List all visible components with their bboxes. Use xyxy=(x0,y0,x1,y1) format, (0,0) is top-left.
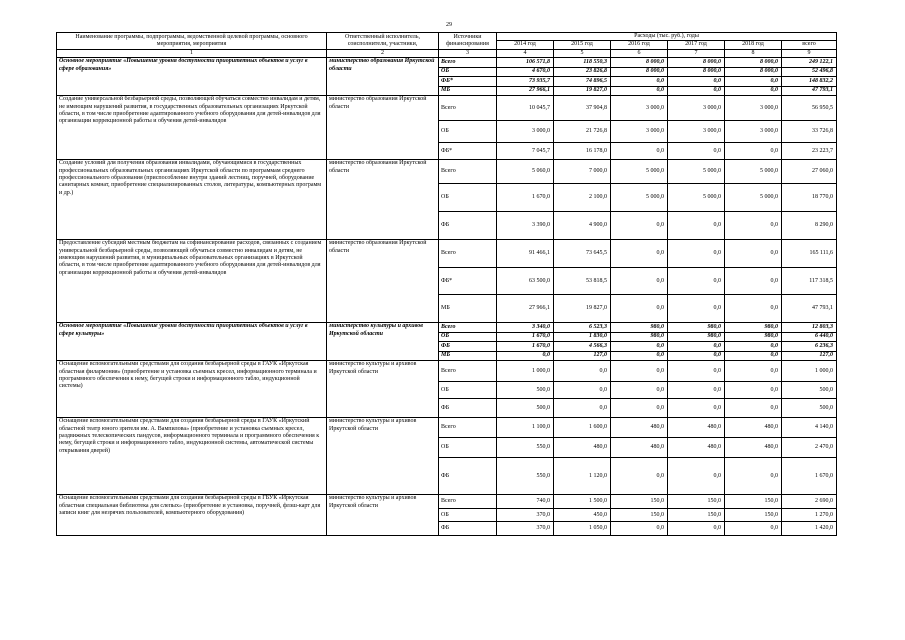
year-value: 0,0 xyxy=(668,382,725,399)
header-year: 2014 год xyxy=(497,41,554,49)
year-value: 8 000,0 xyxy=(725,67,782,77)
year-value: 1 670,0 xyxy=(497,342,554,352)
funding-source: Всего xyxy=(439,495,497,509)
year-value: 150,0 xyxy=(725,509,782,522)
funding-source: ОБ xyxy=(439,67,497,77)
year-value: 0,0 xyxy=(611,342,668,352)
total-value: 52 496,8 xyxy=(782,67,837,77)
activity-name: Создание универсальной безбарьерной среды, позволяющей обучаться совместно инвалидам и детям, не имеющим нарушений развития, в государственных образовательных организациях Иркутской области, в том числе приобретение адаптированного учебного оборудования для детей-инвалидов для организации коррекционной работы и обучения детей-инвалидов xyxy=(57,96,327,160)
funding-source: ФБ* xyxy=(439,77,497,87)
funding-source: Всего xyxy=(439,361,497,382)
year-value: 8 000,0 xyxy=(668,58,725,68)
total-value: 1 270,0 xyxy=(782,509,837,522)
year-value: 37 904,8 xyxy=(554,96,611,121)
year-value: 27 966,1 xyxy=(497,295,554,323)
funding-source: ОБ xyxy=(439,184,497,212)
year-value: 4 900,0 xyxy=(554,212,611,240)
year-value: 1 000,0 xyxy=(497,361,554,382)
year-value: 1 670,0 xyxy=(497,184,554,212)
total-value: 33 726,8 xyxy=(782,121,837,143)
year-value: 980,0 xyxy=(611,323,668,333)
year-value: 0,0 xyxy=(611,240,668,268)
total-value: 12 803,3 xyxy=(782,323,837,333)
year-value: 480,0 xyxy=(668,418,725,438)
year-value: 106 571,8 xyxy=(497,58,554,68)
funding-source: ФБ xyxy=(439,522,497,536)
year-value: 0,0 xyxy=(668,522,725,536)
page-number: 29 xyxy=(446,22,452,28)
table-row xyxy=(57,361,837,382)
funding-source: Всего xyxy=(439,58,497,68)
activity-name: Оснащение вспомогательными средствами для создания безбарьерной среды в ГАУК «Иркутский областной театр юного зрителя им. А. Вампилова» (приобретение и установка съемных кресел, раздвижных телескопических пандусов, информационного терминала и программного обеспечения к нему, бегущей строки и информационного табло, индукционной системы, автоматической системы открывания дверей) xyxy=(57,418,327,495)
year-value: 980,0 xyxy=(668,332,725,342)
column-index: 5 xyxy=(554,49,611,57)
year-value: 8 000,0 xyxy=(611,58,668,68)
column-index: 9 xyxy=(782,49,837,57)
total-value: 2 470,0 xyxy=(782,438,837,458)
total-value: 249 122,1 xyxy=(782,58,837,68)
year-value: 5 000,0 xyxy=(725,184,782,212)
year-value: 1 120,0 xyxy=(554,458,611,495)
year-value: 91 466,1 xyxy=(497,240,554,268)
funding-source: Всего xyxy=(439,96,497,121)
table-row xyxy=(57,323,837,333)
activity-name: Оснащение вспомогательными средствами для создания безбарьерной среды в ГБУК «Иркутская областная специальная библиотека для слепых» (приобретение и установка, поручней, флэш-карт для записи книг для незрячих пользователей, компьютерного оборудования) xyxy=(57,495,327,536)
funding-source: ФБ xyxy=(439,212,497,240)
year-value: 0,0 xyxy=(668,342,725,352)
year-value: 3 000,0 xyxy=(668,121,725,143)
year-value: 8 000,0 xyxy=(668,67,725,77)
year-value: 0,0 xyxy=(611,295,668,323)
year-value: 0,0 xyxy=(668,361,725,382)
table-row xyxy=(57,96,837,121)
total-value: 1 000,0 xyxy=(782,361,837,382)
year-value: 150,0 xyxy=(668,495,725,509)
year-value: 27 966,1 xyxy=(497,86,554,96)
year-value: 0,0 xyxy=(668,351,725,361)
year-value: 0,0 xyxy=(611,268,668,295)
total-value: 165 111,6 xyxy=(782,240,837,268)
year-value: 74 896,5 xyxy=(554,77,611,87)
year-value: 21 726,8 xyxy=(554,121,611,143)
funding-source: ОБ xyxy=(439,332,497,342)
funding-source: Всего xyxy=(439,160,497,184)
year-value: 4 566,3 xyxy=(554,342,611,352)
year-value: 480,0 xyxy=(554,438,611,458)
header-executor: Ответственный исполнитель, соисполнители, участники, xyxy=(327,33,439,50)
year-value: 4 670,0 xyxy=(497,67,554,77)
year-value: 3 000,0 xyxy=(725,96,782,121)
executor-name: министерство культуры и архивов Иркутской области xyxy=(327,495,439,536)
year-value: 73 935,7 xyxy=(497,77,554,87)
total-value: 6 236,3 xyxy=(782,342,837,352)
column-index: 1 xyxy=(57,49,327,57)
column-index: 3 xyxy=(439,49,497,57)
year-value: 0,0 xyxy=(611,143,668,160)
header-year: 2017 год xyxy=(668,41,725,49)
total-value: 47 793,1 xyxy=(782,86,837,96)
column-index: 2 xyxy=(327,49,439,57)
year-value: 73 645,5 xyxy=(554,240,611,268)
year-value: 0,0 xyxy=(611,86,668,96)
year-value: 3 000,0 xyxy=(668,96,725,121)
executor-name: министерство культуры и архивов Иркутской области xyxy=(327,361,439,418)
year-value: 550,0 xyxy=(497,458,554,495)
year-value: 150,0 xyxy=(611,509,668,522)
year-value: 500,0 xyxy=(497,399,554,418)
header-expenses: Расходы (тыс. руб.), годы xyxy=(497,33,837,41)
year-value: 0,0 xyxy=(725,86,782,96)
year-value: 0,0 xyxy=(725,361,782,382)
year-value: 1 670,0 xyxy=(497,332,554,342)
year-value: 0,0 xyxy=(668,295,725,323)
year-value: 2 100,0 xyxy=(554,184,611,212)
total-value: 23 223,7 xyxy=(782,143,837,160)
year-value: 0,0 xyxy=(668,212,725,240)
year-value: 1 100,0 xyxy=(497,418,554,438)
column-index: 6 xyxy=(611,49,668,57)
activity-name: Оснащение вспомогательными средствами для создания безбарьерной среды в ГАУК «Иркутская областная филармония» (приобретение и установка съемных кресел, информационного терминала и программного обеспечения к нему, бегущей строки и информационного табло, индукционной системы) xyxy=(57,361,327,418)
executor-name: министерство культуры и архивов Иркутской области xyxy=(327,323,439,361)
year-value: 6 523,3 xyxy=(554,323,611,333)
year-value: 0,0 xyxy=(611,399,668,418)
executor-name: министерство культуры и архивов Иркутской области xyxy=(327,418,439,495)
year-value: 0,0 xyxy=(668,399,725,418)
year-value: 0,0 xyxy=(611,361,668,382)
year-value: 0,0 xyxy=(554,361,611,382)
year-value: 5 000,0 xyxy=(611,160,668,184)
table-row xyxy=(57,160,837,184)
year-value: 127,0 xyxy=(554,351,611,361)
year-value: 8 000,0 xyxy=(725,58,782,68)
year-value: 3 000,0 xyxy=(497,121,554,143)
year-value: 5 000,0 xyxy=(611,184,668,212)
activity-name: Создание условий для получения образования инвалидами, обучающимися в государственных профессиональных образовательных организациях Иркутской области по программам среднего профессионального образования (приспособление внутри зданий лестниц, поручней, оборудование санитарных комнат, приобретение специализированных столов, литературы, компьютерных программ и др.) xyxy=(57,160,327,240)
header-year: 2016 год xyxy=(611,41,668,49)
executor-name: министерство образования Иркутской области xyxy=(327,240,439,323)
year-value: 0,0 xyxy=(554,382,611,399)
year-value: 370,0 xyxy=(497,509,554,522)
funding-source: Всего xyxy=(439,418,497,438)
year-value: 0,0 xyxy=(725,212,782,240)
year-value: 53 818,5 xyxy=(554,268,611,295)
year-value: 0,0 xyxy=(668,268,725,295)
year-value: 0,0 xyxy=(725,351,782,361)
year-value: 980,0 xyxy=(725,332,782,342)
year-value: 5 060,0 xyxy=(497,160,554,184)
funding-source: ФБ xyxy=(439,458,497,495)
executor-name: министерство образования Иркутской области xyxy=(327,96,439,160)
year-value: 1 600,0 xyxy=(554,418,611,438)
total-value: 2 690,0 xyxy=(782,495,837,509)
activity-name: Основное мероприятие «Повышение уровня доступности приоритетных объектов и услуг в сфере образования» xyxy=(57,58,327,96)
total-value: 500,0 xyxy=(782,382,837,399)
funding-source: МБ xyxy=(439,351,497,361)
table-body xyxy=(57,58,837,536)
table-row xyxy=(57,58,837,68)
year-value: 0,0 xyxy=(668,143,725,160)
year-value: 0,0 xyxy=(668,86,725,96)
year-value: 1 500,0 xyxy=(554,495,611,509)
total-value: 500,0 xyxy=(782,399,837,418)
year-value: 0,0 xyxy=(611,351,668,361)
total-value: 47 793,1 xyxy=(782,295,837,323)
funding-source: ОБ xyxy=(439,121,497,143)
column-index: 8 xyxy=(725,49,782,57)
executor-name: министерство образования Иркутской области xyxy=(327,58,439,96)
funding-source: МБ xyxy=(439,295,497,323)
year-value: 0,0 xyxy=(668,77,725,87)
year-value: 3 000,0 xyxy=(611,121,668,143)
year-value: 500,0 xyxy=(497,382,554,399)
year-value: 0,0 xyxy=(554,399,611,418)
total-value: 27 060,0 xyxy=(782,160,837,184)
header-total: всего xyxy=(782,41,837,49)
funding-source: ФБ* xyxy=(439,268,497,295)
year-value: 10 045,7 xyxy=(497,96,554,121)
activity-name: Основное мероприятие «Повышение уровня доступности приоритетных объектов и услуг в сфере культуры» xyxy=(57,323,327,361)
funding-source: Всего xyxy=(439,323,497,333)
year-value: 5 000,0 xyxy=(668,160,725,184)
year-value: 118 550,3 xyxy=(554,58,611,68)
year-value: 150,0 xyxy=(668,509,725,522)
year-value: 16 178,0 xyxy=(554,143,611,160)
year-value: 3 390,0 xyxy=(497,212,554,240)
year-value: 0,0 xyxy=(725,382,782,399)
funding-source: ОБ xyxy=(439,438,497,458)
year-value: 480,0 xyxy=(668,438,725,458)
total-value: 8 290,0 xyxy=(782,212,837,240)
year-value: 63 500,0 xyxy=(497,268,554,295)
total-value: 117 318,5 xyxy=(782,268,837,295)
year-value: 0,0 xyxy=(725,268,782,295)
year-value: 0,0 xyxy=(611,212,668,240)
year-value: 23 826,8 xyxy=(554,67,611,77)
year-value: 0,0 xyxy=(725,295,782,323)
funding-source: ОБ xyxy=(439,509,497,522)
funding-source: Всего xyxy=(439,240,497,268)
year-value: 0,0 xyxy=(725,399,782,418)
year-value: 480,0 xyxy=(611,418,668,438)
year-value: 7 000,0 xyxy=(554,160,611,184)
year-value: 0,0 xyxy=(668,458,725,495)
year-value: 3 340,0 xyxy=(497,323,554,333)
year-value: 550,0 xyxy=(497,438,554,458)
column-index: 4 xyxy=(497,49,554,57)
year-value: 1 830,0 xyxy=(554,332,611,342)
activity-name: Предоставление субсидий местным бюджетам на софинансирование расходов, связанных с созданием универсальной безбарьерной среды, позволяющей обучаться совместно инвалидам и детям, не имеющим нарушений развития, в муниципальных образовательных организациях в Иркутской области, в том числе приобретение адаптированного учебного оборудования для детей-инвалидов для организации коррекционной работы и обучения детей-инвалидов xyxy=(57,240,327,323)
year-value: 480,0 xyxy=(611,438,668,458)
year-value: 740,0 xyxy=(497,495,554,509)
year-value: 0,0 xyxy=(725,458,782,495)
year-value: 980,0 xyxy=(668,323,725,333)
table-row xyxy=(57,240,837,268)
year-value: 8 000,0 xyxy=(611,67,668,77)
year-value: 980,0 xyxy=(611,332,668,342)
funding-source: МБ xyxy=(439,86,497,96)
year-value: 3 000,0 xyxy=(611,96,668,121)
year-value: 480,0 xyxy=(725,418,782,438)
year-value: 5 000,0 xyxy=(725,160,782,184)
funding-source: ОБ xyxy=(439,382,497,399)
total-value: 4 140,0 xyxy=(782,418,837,438)
year-value: 0,0 xyxy=(611,382,668,399)
funding-source: ФБ xyxy=(439,399,497,418)
year-value: 480,0 xyxy=(725,438,782,458)
year-value: 0,0 xyxy=(611,458,668,495)
year-value: 0,0 xyxy=(725,240,782,268)
year-value: 370,0 xyxy=(497,522,554,536)
total-value: 127,0 xyxy=(782,351,837,361)
year-value: 7 045,7 xyxy=(497,143,554,160)
table-row xyxy=(57,495,837,509)
year-value: 19 827,0 xyxy=(554,295,611,323)
header-year: 2018 год xyxy=(725,41,782,49)
year-value: 0,0 xyxy=(725,522,782,536)
year-value: 0,0 xyxy=(725,77,782,87)
total-value: 6 440,0 xyxy=(782,332,837,342)
total-value: 18 770,0 xyxy=(782,184,837,212)
header-name: Наименование программы, подпрограммы, ведомственной целевой программы, основного мероприятия, мероприятия xyxy=(57,33,327,50)
year-value: 450,0 xyxy=(554,509,611,522)
year-value: 5 000,0 xyxy=(668,184,725,212)
year-value: 0,0 xyxy=(497,351,554,361)
year-value: 0,0 xyxy=(611,522,668,536)
column-index: 7 xyxy=(668,49,725,57)
executor-name: министерство образования Иркутской области xyxy=(327,160,439,240)
total-value: 1 670,0 xyxy=(782,458,837,495)
total-value: 56 950,5 xyxy=(782,96,837,121)
total-value: 1 420,0 xyxy=(782,522,837,536)
year-value: 19 827,0 xyxy=(554,86,611,96)
year-value: 980,0 xyxy=(725,323,782,333)
year-value: 150,0 xyxy=(725,495,782,509)
year-value: 0,0 xyxy=(611,77,668,87)
header-year: 2015 год xyxy=(554,41,611,49)
year-value: 3 000,0 xyxy=(725,121,782,143)
funding-source: ФБ* xyxy=(439,143,497,160)
header-source: Источники финансирования xyxy=(439,33,497,50)
funding-source: ФБ xyxy=(439,342,497,352)
year-value: 1 050,0 xyxy=(554,522,611,536)
year-value: 150,0 xyxy=(611,495,668,509)
expenses-table xyxy=(56,32,837,536)
year-value: 0,0 xyxy=(668,240,725,268)
total-value: 148 832,2 xyxy=(782,77,837,87)
year-value: 0,0 xyxy=(725,342,782,352)
table-row xyxy=(57,418,837,438)
year-value: 0,0 xyxy=(725,143,782,160)
